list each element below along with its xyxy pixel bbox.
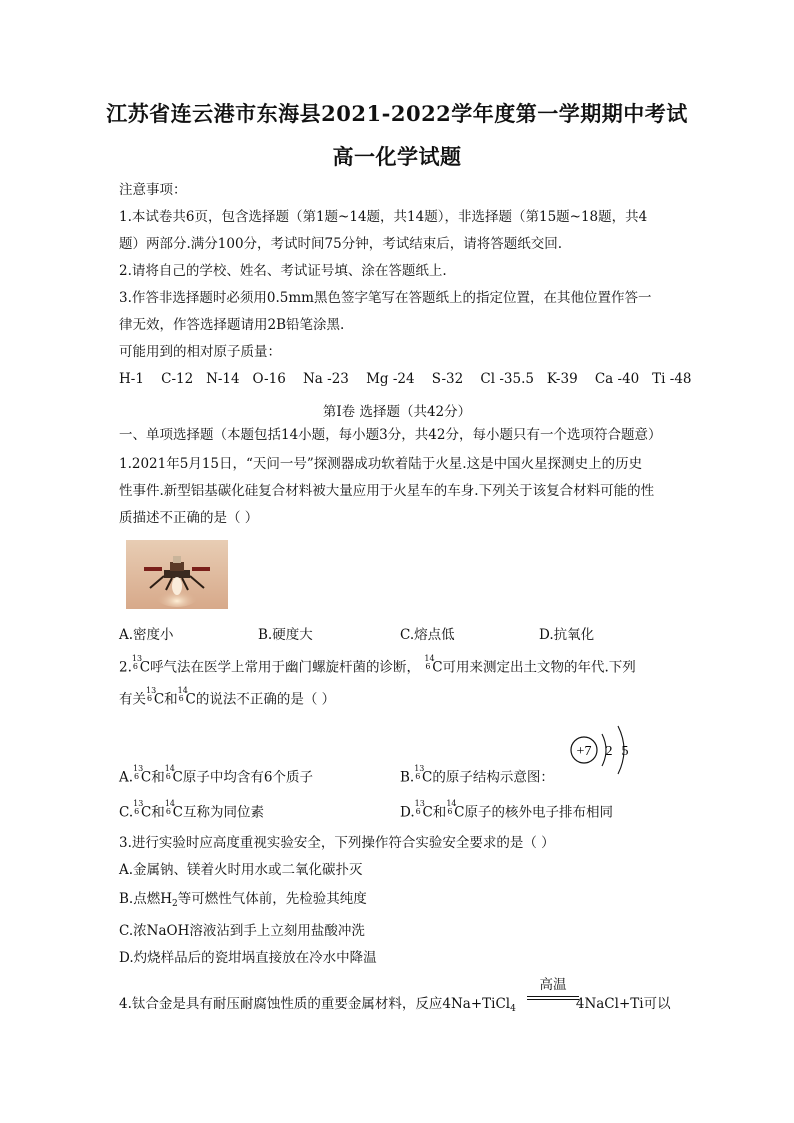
- condition-high-temperature: 高温: [539, 977, 567, 993]
- c13-nuclide: 13 6: [414, 798, 425, 816]
- q3-option-d: D.灼烧样品后的瓷坩埚直接放在冷水中降温: [119, 950, 377, 966]
- c13-nuclide: 13 6: [131, 653, 143, 671]
- atomic-mass-h: H-1: [119, 371, 144, 387]
- q1-option-b: B.硬度大: [258, 627, 313, 643]
- q3-option-c: C.浓NaOH溶液沾到手上立刻用盐酸冲洗: [119, 923, 365, 939]
- c14-nuclide: 14 6: [177, 685, 188, 703]
- section-instruction: 一、单项选择题（本题包括14小题，每小题3分，共42分，每小题只有一个选项符合题意）: [119, 427, 662, 443]
- atomic-structure-diagram: [566, 722, 636, 778]
- atomic-mass-s: S-32: [431, 371, 464, 387]
- notice-item-1-line-2: 题）两部分.满分100分，考试时间75分钟，考试结束后，请将答题纸交回.: [119, 236, 563, 252]
- c14-nuclide: 14 6: [164, 763, 175, 781]
- exam-title: 江苏省连云港市东海县2021-2022学年度第一学期期中考试: [106, 101, 688, 126]
- c14-nuclide: 14 6: [424, 653, 435, 671]
- shell-2-electrons: 5: [621, 744, 629, 759]
- q1-stem-line-3: 质描述不正确的是（ ）: [119, 510, 259, 526]
- q2-text-2c: C的说法不正确的是（ ）: [185, 691, 336, 708]
- notice-heading: 注意事项：: [119, 182, 187, 198]
- nucleus-charge: +7: [576, 744, 592, 759]
- atomic-mass-k: K-39: [546, 371, 578, 387]
- notice-item-2: 2.请将自己的学校、姓名、考试证号填、涂在答题纸上.: [119, 263, 447, 279]
- notice-item-1-line-1: 1.本试卷共6页，包含选择题（第1题~14题，共14题），非选择题（第15题~18题，共4: [119, 209, 648, 225]
- q2-stem-line-1: [119, 653, 636, 677]
- c13-nuclide: 13 6: [133, 763, 144, 781]
- atomic-mass-mg: Mg -24: [366, 371, 415, 387]
- q4-stem-line-1: 4.钛合金是具有耐压耐腐蚀性质的重要金属材料，反应4Na+TiCl$_4$ 4NaCl+Ti可以: [119, 996, 671, 1014]
- mars-rover-image: [126, 540, 228, 609]
- exam-subtitle: 高一化学试题: [332, 144, 462, 169]
- atomic-mass-na: Na -23: [302, 371, 349, 387]
- q1-stem-line-2: 性事件.新型铝基碳化硅复合材料被大量应用于火星车的车身.下列关于该复合材料可能的性: [119, 483, 655, 499]
- q3-option-a: A.金属钠、镁着火时用水或二氧化碳扑灭: [119, 862, 363, 878]
- c14-nuclide: 14 6: [446, 798, 457, 816]
- q2-text-2a: 有关: [119, 691, 146, 708]
- reaction-condition: [527, 978, 579, 1004]
- atomic-mass-n: N-14: [206, 371, 240, 387]
- q2-option-b: B. 13 6 C的原子结构示意图：: [400, 763, 554, 786]
- notice-item-3-line-1: 3.作答非选择题时必须用0.5mm黑色签字笔写在答题纸上的指定位置，在其他位置作答一: [119, 290, 652, 306]
- c13-nuclide: 13 6: [133, 798, 144, 816]
- q2-text-1b: C可用来测定出土文物的年代.下列: [432, 659, 636, 676]
- section-title: 第Ⅰ卷 选择题（共42分）: [322, 404, 472, 420]
- q2-stem-line-2: [119, 685, 336, 709]
- c13-nuclide: 13 6: [414, 763, 425, 781]
- c14-nuclide: 14 6: [164, 798, 175, 816]
- q2-option-a: A. 13 6 C和 14 6 C原子中均含有6个质子: [119, 763, 313, 786]
- notice-item-3-line-2: 律无效，作答选择题请用2B铅笔涂黑.: [119, 317, 345, 333]
- q2-text-1a: C呼气法在医学上常用于幽门螺旋杆菌的诊断，: [139, 659, 421, 676]
- q2-option-d: D. 13 6 C和 14 6 C原子的核外电子排布相同: [400, 798, 613, 821]
- q1-stem-line-1: 1.2021年5月15日，“天问一号”探测器成功软着陆于火星.这是中国火星探测史上的历史: [119, 456, 643, 472]
- c13-nuclide: 13 6: [146, 685, 157, 703]
- atomic-mass-list: [119, 370, 692, 388]
- q3-stem: 3.进行实验时应高度重视实验安全，下列操作符合实验安全要求的是（ ）: [119, 835, 555, 851]
- q1-option-c: C.熔点低: [400, 627, 455, 643]
- atomic-mass-o: O-16: [252, 371, 286, 387]
- q1-option-d: D.抗氧化: [539, 627, 595, 643]
- atomic-mass-cl: Cl -35.5: [480, 371, 534, 387]
- atomic-mass-c: C-12: [161, 371, 194, 387]
- q2-number: 2.: [119, 659, 132, 676]
- shell-1-electrons: 2: [605, 744, 613, 759]
- atomic-mass-ca: Ca -40: [594, 371, 640, 387]
- q2-option-c: C. 13 6 C和 14 6 C互称为同位素: [119, 798, 264, 821]
- atomic-mass-heading: 可能用到的相对原子质量：: [119, 344, 281, 360]
- q2-text-2b: C和: [153, 691, 178, 708]
- atomic-mass-ti: Ti -48: [652, 371, 692, 387]
- q1-option-a: A.密度小: [119, 627, 174, 643]
- q3-option-b: B.点燃$H_2$等可燃性气体前，先检验其纯度: [119, 891, 367, 909]
- equals-line-bottom: [527, 999, 579, 1000]
- equals-line-top: [527, 996, 579, 997]
